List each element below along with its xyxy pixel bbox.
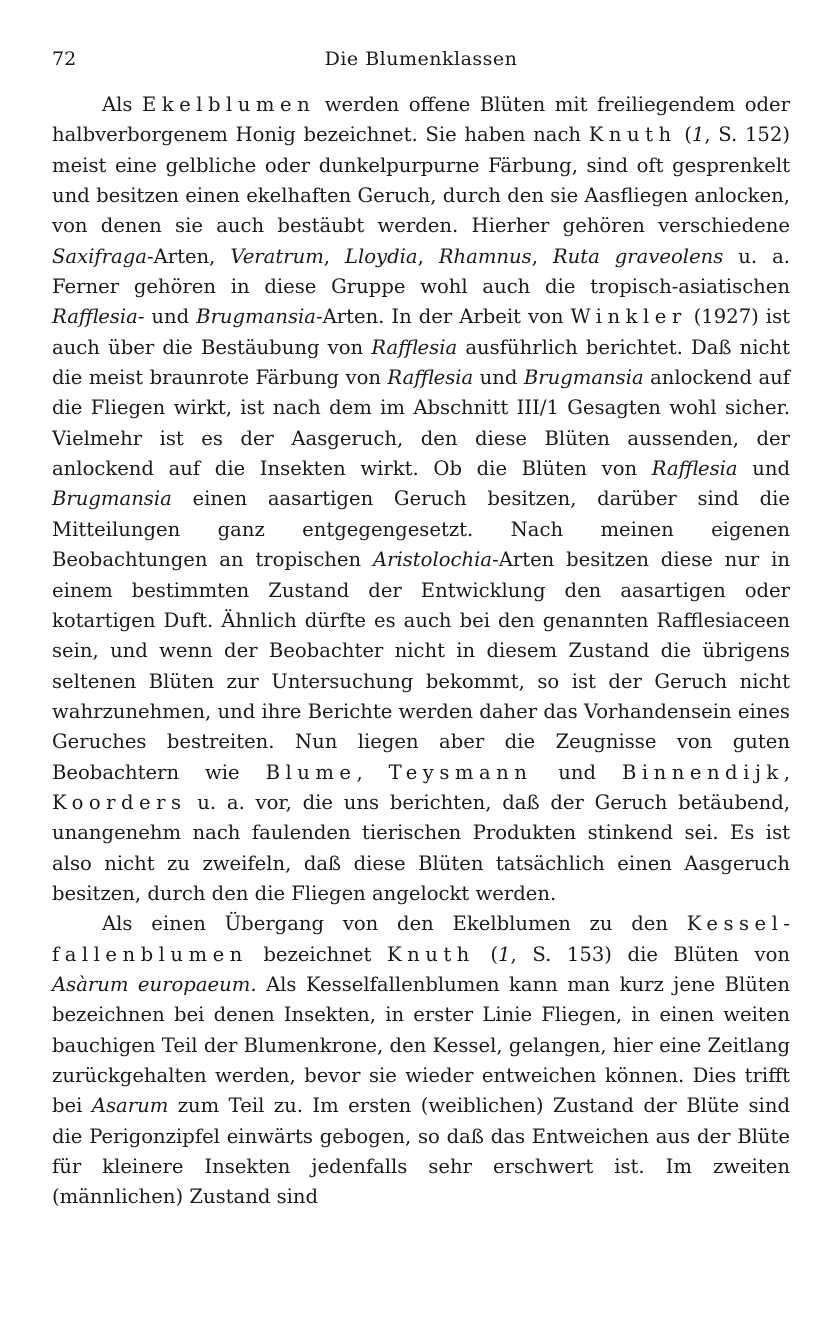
italic-term: 1 [691,123,705,147]
text-run: - und [137,305,197,329]
spaced-name: Koorders [52,790,187,814]
text-run: , [531,244,553,268]
spaced-name: Winkler [570,305,687,329]
italic-term: Brugmansia [523,366,644,390]
text-run: , [783,760,790,784]
text-run: anlockend auf die Fliegen wirkt, ist nach dem im Abschnitt III/1 Gesagten wohl sicher. Vielmehr ist es der Aasgeruch, den diese Blüten aussenden, der anlockend auf die Insekten wirkt. Ob die Blüten von [52,366,790,481]
spaced-name: Binnendijk [622,760,784,784]
text-run: Als Kesselfallenblumen kann man kurz jene Blüten bezeichnen bei denen Insekten, in erster Linie Fliegen, in einen weiten bauchigen Teil der Blumenkrone, den Kessel, gelangen, hier eine Zeitlang zurückgehalten werden, bevor sie wieder entweichen können. Dies trifft bei [52,972,790,1118]
italic-term: Rafflesia [387,366,474,390]
running-title: Die Blumenklassen [324,48,518,70]
text-run: und [737,457,791,481]
text-run: , [323,244,345,268]
italic-term: 1 [498,942,511,966]
italic-term: Rafflesia [371,335,458,359]
spaced-name: Knuth [588,123,677,147]
text-run: bezeichnet [247,942,387,966]
italic-term: Aristolochia [372,548,493,572]
text-run: Als [102,93,143,116]
spaced-name: Blume [265,760,357,784]
italic-term: Veratrum [230,244,324,268]
text-run: ( [676,123,692,147]
text-run: zum Teil zu. Im ersten (weiblichen) Zustand der Blüte sind die Perigonzipfel einwärts gebogen, so daß das Entweichen aus der Blüte für kleinere Insekten jedenfalls sehr erschwert ist. Im zweiten (männlichen) Zustand sind [52,1094,790,1209]
text-run: -Arten besitzen diese nur in einem bestimmten Zustand der Entwicklung den aasartigen oder kotartigen Duft. Ähnlich dürfte es auch bei den genannten Rafflesiaceen sein, und wenn der Beobachter nicht in diesem Zustand die übrigens seltenen Blüten zur Untersuchung bekommt, so ist der Geruch nicht wahrzunehmen, und ihre Berichte werden daher das Vorhandensein eines Geruches bestreiten. Nun liegen aber die Zeugnisse von guten Beobachtern wie [52,548,790,784]
italic-term: Brugmansia [52,487,172,511]
page-header [52,48,790,80]
italic-term: Ruta graveolens [552,244,724,268]
text-run: u. a. vor, die uns berichten, daß der Geruch betäubend, unangenehm nach faulenden tierischen Produkten stinkend sei. Es ist also nicht zu zweifeln, daß diese Blüten tatsächlich einen Aasgeruch besitzen, durch den die Fliegen angelockt werden. [52,790,790,905]
italic-term: Asàrum europaeum. [52,972,257,996]
spaced-name: Ekelblumen [142,93,316,116]
text-run: und [473,366,524,390]
text-run: und [532,760,622,784]
text-run: ausführlich berichtet. Daß nicht die meist braunrote Färbung von [52,335,790,390]
text-run: ( [474,942,499,966]
body-text [52,90,790,1213]
text-run: , S. 152) meist eine gelbliche oder dunkelpurpurne Färbung, sind oft gesprenkelt und besitzen einen ekelhaften Geruch, durch den sie Aasfliegen anlocken, von denen sie auch bestäubt werden. Hierher gehören verschiedene [52,123,790,238]
page-number: 72 [52,48,77,70]
text-run: , [417,244,439,268]
text-run: u. a. Ferner gehören in diese Gruppe wohl auch die tropisch-asiatischen [52,244,790,299]
spaced-name: Kesselfallenblumen [52,912,790,966]
spaced-name: Teysmann [388,760,533,784]
spaced-name: Knuth [386,942,475,966]
paragraph [52,909,790,1212]
italic-term: Asarum [91,1094,169,1118]
text-run: einen aasartigen Geruch besitzen, darüber sind die Mitteilungen ganz entgegengesetzt. Nach meinen eigenen Beobachtungen an tropischen [52,487,790,572]
text-run: , [356,760,389,784]
text-run: -Arten. In der Arbeit von [315,305,571,329]
italic-term: Rafflesia [651,457,738,481]
text-run: Als einen Übergang von den Ekelblumen zu den [102,912,687,936]
italic-term: Rhamnus [438,244,532,268]
italic-term: Rafflesia [52,305,138,329]
paragraph [52,90,790,909]
text-run: (1927) ist auch über die Bestäubung von [52,305,790,359]
italic-term: Lloydia [344,244,418,268]
text-run: , S. 153) die Blüten von [510,942,790,966]
italic-term: Brugmansia [196,305,316,329]
text-run: werden offene Blüten mit freiliegendem oder halbverborgenem Honig bezeichnet. Sie haben nach [52,93,790,147]
italic-term: Saxifraga [52,244,147,268]
text-run: -Arten, [146,244,231,268]
